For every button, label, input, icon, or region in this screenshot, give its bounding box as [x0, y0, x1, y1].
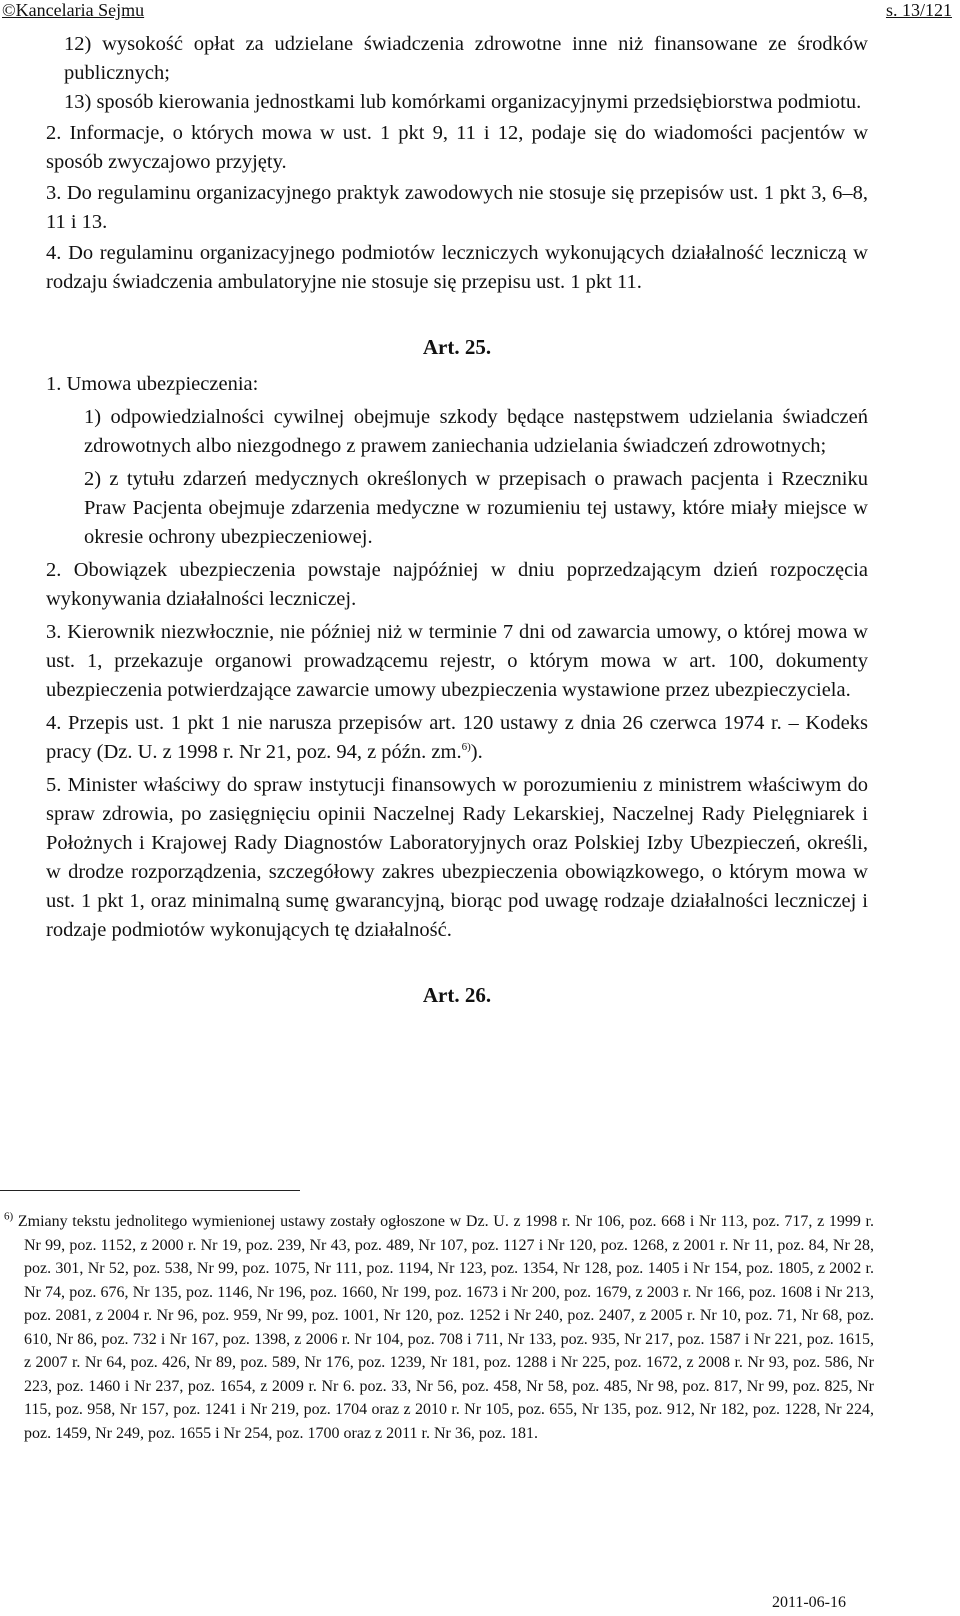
paragraph: 4. Do regulaminu organizacyjnego podmiotów leczniczych wykonujących działalność leczniczą w rodzaju świadczenia ambulatoryjne nie stosuje się przepisu ust. 1 pkt 11.: [46, 242, 868, 293]
list-item: 13) sposób kierowania jednostkami lub komórkami organizacyjnymi przedsiębiorstwa podmiotu.: [64, 91, 862, 113]
paragraph-end: ).: [470, 741, 483, 763]
footnote-text: Zmiany tekstu jednolitego wymienionej ustawy zostały ogłoszone w Dz. U. z 1998 r. Nr 106, poz. 668 i Nr 113, poz. 717, z 1999 r. Nr 99, poz. 1152, z 2000 r. Nr 19, poz. 239, Nr 43, poz. 489, Nr 107, poz. 1127 i Nr 120, poz. 1268, z 2001 r. Nr 11, poz. 84, Nr 28, poz. 301, Nr 52, poz. 538, Nr 99, poz. 1075, Nr 111, poz. 1194, Nr 123, poz. 1354, Nr 128, poz. 1405 i Nr 154, poz. 1805, z 2002 r. Nr 74, poz. 676, Nr 135, poz. 1146, Nr 196, poz. 1660, Nr 199, poz. 1673 i Nr 200, poz. 1679, z 2003 r. Nr 166, poz. 1608 i Nr 213, poz. 2081, z 2004 r. Nr 96, poz. 959, Nr 99, poz. 1001, Nr 120, poz. 1252 i Nr 240, poz. 2407, z 2005 r. Nr 10, poz. 71, Nr 68, poz. 610, Nr 86, poz. 732 i Nr 167, poz. 1398, z 2006 r. Nr 104, poz. 708 i 711, Nr 133, poz. 935, Nr 217, poz. 1587 i Nr 221, poz. 1615, z 2007 r. Nr 64, poz. 426, Nr 89, poz. 589, Nr 176, poz. 1239, Nr 181, poz. 1288 i Nr 225, poz. 1672, z 2008 r. Nr 93, poz. 586, Nr 223, poz. 1460 i Nr 237, poz. 1654, z 2009 r. Nr 6. poz. 33, Nr 56, poz. 458, Nr 58, poz. 485, Nr 98, poz. 817, Nr 99, poz. 825, Nr 115, poz. 958, Nr 157, poz. 1241 i Nr 219, poz. 1704 oraz z 2010 r. Nr 105, poz. 655, Nr 135, poz. 912, Nr 182, poz. 1228, Nr 224, poz. 1459, Nr 249, poz. 1655 i Nr 254, poz. 1700 oraz z 2011 r. Nr 36, poz. 181.: [17, 1213, 874, 1442]
footnote-ref: 6): [461, 741, 471, 754]
copyright-label: ©Kancelaria Sejmu: [2, 0, 145, 20]
list-item: 1) odpowiedzialności cywilnej obejmuje szkody będące następstwem udzielania świadczeń zdrowotnych albo niezgodnego z prawem zaniechania udzielania świadczeń zdrowotnych;: [84, 406, 868, 457]
paragraph: [46, 709, 868, 767]
footnote-marker: 6): [4, 1210, 14, 1223]
list-item: 2) z tytułu zdarzeń medycznych określonych w przepisach o prawach pacjenta i Rzeczniku Praw Pacjenta obejmuje zdarzenia medyczne w rozumieniu tej ustawy, które miały miejsce w okresie ochrony ubezpieczeniowej.: [84, 468, 868, 548]
paragraph: 3. Do regulaminu organizacyjnego praktyk zawodowych nie stosuje się przepisów ust. 1 pkt 3, 6–8, 11 i 13.: [46, 182, 868, 233]
footnote-divider: [0, 1190, 300, 1191]
article-26-heading: Art. 26.: [422, 983, 492, 1007]
paragraph: 3. Kierownik niezwłocznie, nie później niż w terminie 7 dni od zawarcia umowy, o której mowa w ust. 1, przekazuje organowi prowadzącemu rejestr, o którym mowa w art. 100, dokumenty ubezpieczenia potwierdzające zawarcie umowy ubezpieczenia wystawione przez ubezpieczyciela.: [46, 621, 868, 701]
paragraph: 1. Umowa ubezpieczenia:: [46, 373, 259, 395]
article-25-heading: Art. 25.: [422, 335, 492, 359]
footnote: [4, 1210, 874, 1445]
paragraph: 2. Obowiązek ubezpieczenia powstaje najpóźniej w dniu poprzedzającym dzień rozpoczęcia wykonywania działalności leczniczej.: [46, 559, 868, 610]
document-date: 2011-06-16: [771, 1594, 846, 1611]
paragraph: 5. Minister właściwy do spraw instytucji finansowych w porozumieniu z ministrem właściwym do spraw zdrowia, po zasięgnięciu opinii Naczelnej Rady Lekarskiej, Naczelnej Rady Pielęgniarek i Położnych i Krajowej Rady Diagnostów Laboratoryjnych oraz Polskiej Izby Ubezpieczeń, określi, w drodze rozporządzenia, szczegółowy zakres ubezpieczenia obowiązkowego, o którym mowa w ust. 1 pkt 1, oraz minimalną sumę gwarancyjną, biorąc pod uwagę rodzaje działalności leczniczej i rodzaje podmiotów wykonujących tę działalność.: [46, 774, 868, 941]
document-body: [46, 30, 868, 1010]
page-number: s. 13/121: [885, 0, 952, 20]
list-item: 12) wysokość opłat za udzielane świadczenia zdrowotne inne niż finansowane ze środków publicznych;: [64, 33, 868, 84]
paragraph-text: 4. Przepis ust. 1 pkt 1 nie narusza przepisów art. 120 ustawy z dnia 26 czerwca 1974 r. – Kodeks pracy (Dz. U. z 1998 r. Nr 21, poz. 94, z późn. zm.: [46, 712, 868, 763]
paragraph: 2. Informacje, o których mowa w ust. 1 pkt 9, 11 i 12, podaje się do wiadomości pacjentów w sposób zwyczajowo przyjęty.: [46, 122, 868, 173]
page-header: [0, 0, 960, 24]
